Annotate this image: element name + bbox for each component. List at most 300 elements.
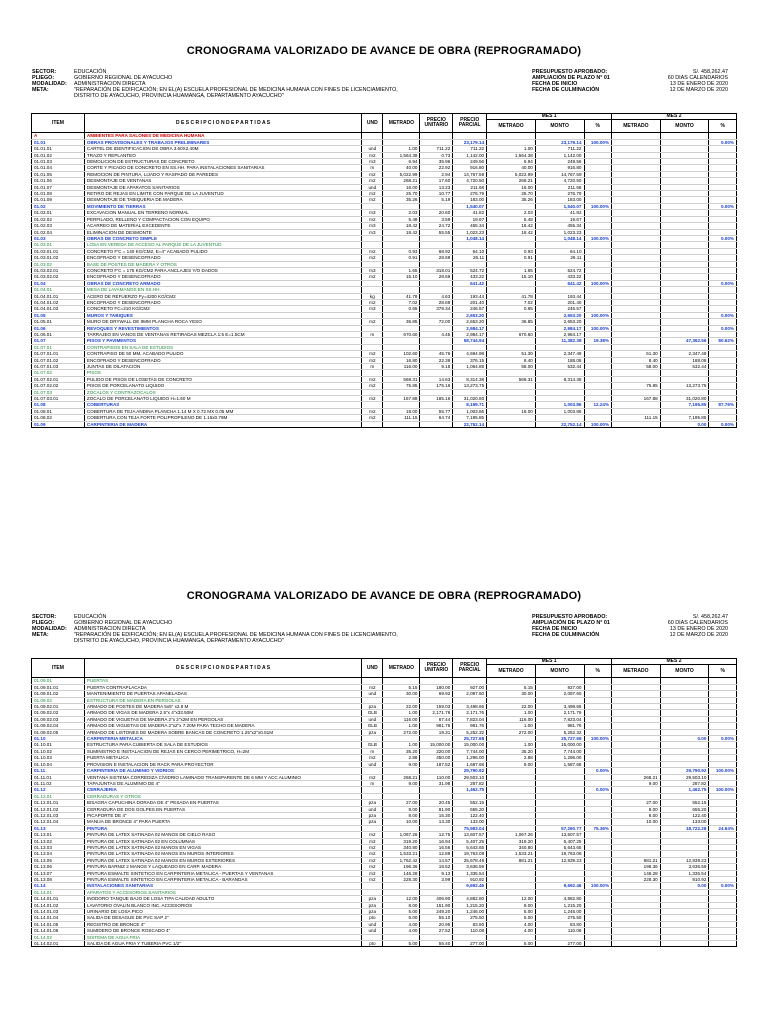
cell-m1: 25.70 [487, 191, 536, 197]
cell-item: 01.13 [32, 825, 85, 831]
cell-desc: SISTEMA DE AGUA FRIA [84, 934, 361, 940]
cell-item: 01.14.01.03 [32, 909, 85, 915]
cell-p2: 0.00% [709, 280, 737, 286]
cell-desc: SALIDA DE AGUA FRIA Y TUBERIA PVC 1/2" [84, 941, 361, 947]
cell-m1: 1.00 [487, 146, 536, 152]
cell-desc: MESA DE LAVAMANOS EN SS.HH. [84, 287, 361, 293]
schedule-table [31, 113, 737, 428]
cell-met: 670.60 [383, 332, 420, 338]
cell-und: pza [362, 729, 383, 735]
cell-item: 01.10 [32, 736, 85, 742]
cell-item: 01.08.02 [32, 415, 85, 421]
cell-und [362, 421, 383, 427]
cell-met: 30.00 [383, 691, 420, 697]
cell-und: m2 [362, 774, 383, 780]
cell-m1: 36.85 [487, 319, 536, 325]
cell-mo1: 13,607.57 [535, 832, 584, 838]
cell-mo1: 57,260.77 [535, 825, 584, 831]
cell-und: und [362, 146, 383, 152]
cell-desc: DESMONTAJE DE APARATOS SANITARIOS [84, 184, 361, 190]
cell-mo1: 22,752.14 [535, 421, 584, 427]
cell-pu: 24.72 [420, 223, 453, 229]
cell-pp: 287.82 [453, 780, 487, 786]
cell-pp: 552.15 [453, 800, 487, 806]
cell-und: pza [362, 800, 383, 806]
cell-met [383, 421, 420, 427]
cell-pp: 19,763.08 [453, 851, 487, 857]
cell-desc: ESTRUCTURA PARA CUBIERTA DE SALA DE ESTUDIOS [84, 742, 361, 748]
cell-desc: CARPINTERIA DE ALUMINIO Y VIDRIOS [84, 768, 361, 774]
cell-mo2: 47,362.56 [660, 338, 709, 344]
cell-und: m2 [362, 832, 383, 838]
cell-desc: PICAPORTE DE 4" [84, 812, 361, 818]
cell-item: 01.13.03 [32, 844, 85, 850]
cell-mo2: 188.08 [660, 357, 709, 363]
cell-m1: 319.20 [487, 838, 536, 844]
cell-item: 01.09.02.03 [32, 716, 85, 722]
cell-item: 01.12.01.04 [32, 819, 85, 825]
cell-item: 01.09 [32, 421, 85, 427]
cell-pp: 910.92 [453, 877, 487, 883]
cell-desc: ACERO DE REFUERZO Fy=4200 KG/CM2 [84, 293, 361, 299]
cell-pu: 5.19 [420, 197, 453, 203]
cell-item: 01.04.01.01 [32, 293, 85, 299]
cell-pp: 14,767.59 [453, 171, 487, 177]
meta-label: META: [32, 87, 49, 93]
cell-mo2: 287.82 [660, 780, 709, 786]
pliego-label: PLIEGO: [32, 620, 55, 626]
cell-pp: 524.72 [453, 267, 487, 273]
cell-item: 01.12.01 [32, 793, 85, 799]
col-m1-percent: % [584, 120, 612, 133]
cell-und: m2 [362, 178, 383, 184]
cell-mo1: 711.22 [535, 146, 584, 152]
cell-item: 01.07 [32, 338, 85, 344]
cell-desc: ARMADO DE LISTONES DE MADERA SOBRE BANCAS DE CONCRETO 1.25"x2"x0.51M [84, 729, 361, 735]
cell-und: und [362, 184, 383, 190]
cell-item: 01.14.02 [32, 934, 85, 940]
cell-desc: OBRAS PROVISIONALES Y TRABAJOS PRELIMINARES [84, 139, 361, 145]
col-m1-metrado: METRADO [487, 120, 536, 133]
cell-m1: 1,067.26 [487, 832, 536, 838]
cell-mo1: 455.34 [535, 223, 584, 229]
cell-pp: 7,823.04 [453, 716, 487, 722]
cell-und: m2 [362, 755, 383, 761]
col-unit: UND [362, 659, 383, 678]
cell-pp: 4,882.80 [453, 896, 487, 902]
cell-mo2: 18,722.28 [660, 825, 709, 831]
cell-und: m2 [362, 299, 383, 305]
cell-met: 268.21 [383, 178, 420, 184]
cell-pp: 19.67 [453, 216, 487, 222]
cell-item: 01.03.01.02 [32, 255, 85, 261]
cell-pu [420, 421, 453, 427]
cell-und: m2 [362, 415, 383, 421]
cell-pu: 12.75 [420, 832, 453, 838]
cell-pp: 916.80 [453, 165, 487, 171]
cell-m2: 196.36 [612, 864, 661, 870]
cell-und: m2 [362, 383, 383, 389]
cell-m1: 881.21 [487, 857, 536, 863]
cell-und: m2 [362, 408, 383, 414]
col-partial-price: PRECIO PARCIAL [453, 114, 487, 133]
cell-pu: 12.89 [420, 851, 453, 857]
ampliacion-value: 60 DIAS CALENDARIOS [667, 75, 728, 81]
cell-item: 01.13.01 [32, 832, 85, 838]
cell-pp: 433.22 [453, 274, 487, 280]
cell-met: 9.00 [383, 761, 420, 767]
cell-item: 01.12.01.02 [32, 806, 85, 812]
cell-met: 4.00 [383, 928, 420, 934]
cell-p1: 0.00% [584, 768, 612, 774]
ampliacion-label: AMPLIACIÓN DE PLAZO N° 01 [532, 620, 610, 626]
cell-m1 [487, 421, 536, 427]
cell-pu: 187.52 [420, 761, 453, 767]
cell-pp: 1,215.20 [453, 902, 487, 908]
cell-p1: 100.00% [584, 139, 612, 145]
cell-desc: RETIRO DE REJAS EN LIMITE CON PARQUE DE LA JUVENTUD [84, 191, 361, 197]
cell-p2: 100.00% [709, 787, 737, 793]
cell-m1: 1,533.21 [487, 851, 536, 857]
cell-item: 01.12 [32, 787, 85, 793]
cell-item: 01.02 [32, 203, 85, 209]
cell-pu: 28.69 [420, 255, 453, 261]
cell-m2 [612, 941, 661, 947]
cell-mo1: 64.10 [535, 248, 584, 254]
cell-m1: 35.20 [487, 748, 536, 754]
cell-mo1: 23,179.14 [535, 139, 584, 145]
cell-mo1: 927.00 [535, 684, 584, 690]
presupuesto-value: S/. 458,262.47 [692, 69, 728, 75]
cell-met: 0.93 [383, 248, 420, 254]
cell-m1: 0.93 [487, 248, 536, 254]
meta-value: "REPARACIÓN DE EDIFICACIÓN; EN EL(A) ESCUELA PROFESIONAL DE MEDICINA HUMANA CON FINES DE LICENCIAMIENTO, DISTRITO DE AYACUCHO, PROVINCIA HUAMANGA, DEPARTAMENTO AYACUCHO" [74, 87, 398, 99]
cell-item: 01.01.03 [32, 159, 85, 165]
cell-m1: 0.65 [487, 306, 536, 312]
cell-desc: PISOS Y PAVIMENTOS [84, 338, 361, 344]
cell-p1: 0.00% [584, 787, 612, 793]
cell-desc: CONCRETO F'C = 175 KG/CM2 PARA ANCLAJES Y/O DADOS [84, 267, 361, 273]
cell-p1: 100.00% [584, 325, 612, 331]
cell-item: 01.13.08 [32, 877, 85, 883]
cell-pu: 711.22 [420, 146, 453, 152]
cell-pu: 69.92 [420, 691, 453, 697]
cell-p1: 100.00% [584, 736, 612, 742]
cell-und: kg [362, 293, 383, 299]
cell-und: m3 [362, 159, 383, 165]
cell-item: 01.07.01.02 [32, 357, 85, 363]
cell-item: 01.14.01.01 [32, 896, 85, 902]
cell-desc: CONTRAPISO DE 50 MM, ACABADO PULIDO [84, 351, 361, 357]
cell-desc: BISAGRA CAPUCHINA DORADA DE 4" PESADA EN PUERTAS [84, 800, 361, 806]
cell-desc: ACARREO DE MATERIAL EXCEDENTE [84, 223, 361, 229]
cell-pp: 4,720.50 [453, 178, 487, 184]
cell-desc: PROVISION E INSTALACION DE RACK PARA PROYECTOR [84, 761, 361, 767]
cell-pp: 26.11 [453, 255, 487, 261]
cell-pu: 175.16 [420, 383, 453, 389]
cell-m1: 2.03 [487, 210, 536, 216]
cell-m1: 18.00 [487, 408, 536, 414]
page-title: CRONOGRAMA VALORIZADO DE AVANCE DE OBRA (REPROGRAMADO) [186, 590, 582, 602]
cell-pu: 28.69 [420, 274, 453, 280]
cell-m1: 1.65 [487, 267, 536, 273]
cell-met: 116.00 [383, 716, 420, 722]
cell-pu: 20.60 [420, 210, 453, 216]
cell-item: 01.08 [32, 402, 85, 408]
cell-und: m2 [362, 844, 383, 850]
cell-p2: 0.00% [709, 203, 737, 209]
cell-m2: 9.00 [612, 780, 661, 786]
cell-met: 1.00 [383, 742, 420, 748]
cell-desc: CONCRETO FC=210 KG/CM2 [84, 306, 361, 312]
cell-item: 01.08.01 [32, 408, 85, 414]
cell-desc: ARMADO DE POSTES DE MADERA 5x5" x2.8 M [84, 704, 361, 710]
cell-m1: 35.26 [487, 197, 536, 203]
meta-value: "REPARACIÓN DE EDIFICACIÓN; EN EL(A) ESCUELA PROFESIONAL DE MEDICINA HUMANA CON FINES DE LICENCIAMIENTO, DISTRITO DE AYACUCHO, PROVINCIA HUAMANGA, DEPARTAMENTO AYACUCHO" [74, 632, 398, 644]
cell-item: 01.04.01.02 [32, 299, 85, 305]
cell-desc: PUERTA CONTRAPLACADA [84, 684, 361, 690]
cell-met: 27.00 [383, 800, 420, 806]
cell-mo2: 7,195.85 [660, 402, 709, 408]
ampliacion-value: 60 DIAS CALENDARIOS [667, 620, 728, 626]
cell-p1: 100.00% [584, 421, 612, 427]
cell-mo1: 2,097.60 [535, 691, 584, 697]
cell-mo2: 12,839.23 [660, 857, 709, 863]
cell-und: pza [362, 896, 383, 902]
cell-pp: 249.56 [453, 159, 487, 165]
cell-m1: 1.00 [487, 723, 536, 729]
cell-mo1: 1,687.68 [535, 761, 584, 767]
cell-mo1: 5,252.32 [535, 729, 584, 735]
cell-pp: 5,407.25 [453, 838, 487, 844]
cell-desc: TARRAJEO EN VANOS DE VENTANAS RETIRADAS MEZCLA 1:5 E=1.5CM [84, 332, 361, 338]
cell-desc: CORTE Y PICADO DE CONCRETO EN SS.HH. PARA INSTALACIONES SANITARIAS [84, 165, 361, 171]
cell-pu: 3.59 [420, 216, 453, 222]
cell-met: 1,533.21 [383, 851, 420, 857]
cell-met: 319.20 [383, 838, 420, 844]
cell-pp: 1,335.54 [453, 870, 487, 876]
cell-item: 01.02.03 [32, 223, 85, 229]
cell-desc: ZOCALOS Y CONTRAZOCALOS [84, 389, 361, 395]
cell-pu: 185.16 [420, 396, 453, 402]
cell-desc: EXCAVACION MANUAL EN TERRENO NORMAL [84, 210, 361, 216]
cell-pp: 1,142.00 [453, 152, 487, 158]
cell-p1: 100.00% [584, 280, 612, 286]
cell-mo1: 183.00 [535, 197, 584, 203]
cell-und: m2 [362, 396, 383, 402]
cell-item: 01.01.02 [32, 152, 85, 158]
cell-item: 01.14.01.04 [32, 915, 85, 921]
cell-mo1: 1,003.86 [535, 408, 584, 414]
cell-pu: 31.98 [420, 780, 453, 786]
cell-desc: PUERTA METALICA [84, 755, 361, 761]
cell-desc: CARTEL DE IDENTIFICACION DE OBRA 3.60X2.40M [84, 146, 361, 152]
meta-label: META: [32, 632, 49, 638]
cell-m2: 228.30 [612, 877, 661, 883]
cell-mo1: 1,296.00 [535, 755, 584, 761]
cell-item: 01.13.06 [32, 864, 85, 870]
cell-item: 01.10.03 [32, 755, 85, 761]
schedule-table [31, 658, 737, 947]
cell-p2: 24.64% [709, 825, 737, 831]
modalidad-value: ADMINISTRACION DIRECTA [74, 81, 146, 87]
col-month-1: MES 1 [487, 659, 612, 665]
cell-und: pza [362, 902, 383, 908]
cell-met: 102.60 [383, 351, 420, 357]
cell-pp: 2,984.17 [453, 325, 487, 331]
cell-m2: 8.00 [612, 812, 661, 818]
cell-pp: 711.22 [453, 146, 487, 152]
cell-met: 16.00 [383, 184, 420, 190]
cell-pp: 8,314.38 [453, 376, 487, 382]
col-description: D E S C R I P C I O N D E P A R T I D A S [84, 659, 361, 678]
cell-mo2: 13,273.75 [660, 383, 709, 389]
col-metrado: METRADO [383, 114, 420, 133]
cell-desc: AMBIENTES PARA SALONES DE MEDICINA HUMANA [84, 133, 361, 139]
pliego-label: PLIEGO: [32, 75, 55, 81]
cell-item: 01.03.01 [32, 242, 85, 248]
cell-p1: 100.00% [584, 312, 612, 318]
cell-desc: DESMONTAJE DE VENTANAS [84, 178, 361, 184]
cell-mo1: 277.00 [535, 941, 584, 947]
cell-pp: 655.20 [453, 806, 487, 812]
cell-m2: 268.21 [612, 774, 661, 780]
cell-mo1: 5,643.65 [535, 844, 584, 850]
cell-desc: CONCRETO F'C = 140 KG/CM2, E=4" ACABADO PULIDO [84, 248, 361, 254]
cell-item: 01.01.09 [32, 197, 85, 203]
cell-und: pza [362, 909, 383, 915]
cell-p2 [709, 941, 737, 947]
cell-mo1: 1,540.07 [535, 203, 584, 209]
cell-desc: PINTURA DE LATEX SATINADA 02 MANOS DE CIELO RASO [84, 832, 361, 838]
cell-item: 01.03.02.02 [32, 274, 85, 280]
cell-p2: 0.00% [709, 325, 737, 331]
cell-m1: 268.21 [487, 178, 536, 184]
cell-pu: 9.13 [420, 870, 453, 876]
cell-p1: 100.00% [584, 883, 612, 889]
cell-desc: VENTANA SISTEMA CORREDIZA C/VIDRIO LAMINADO TRANSPARENTE DE 6 MM Y ACC ALUMINIO [84, 774, 361, 780]
cell-met: 15.10 [383, 274, 420, 280]
cell-desc: BASE DE POSTES DE MADERA Y OTROS [84, 261, 361, 267]
cell-m1: 0.91 [487, 255, 536, 261]
cell-met: 1.65 [383, 267, 420, 273]
cell-mo1: 1,215.20 [535, 902, 584, 908]
cell-pp: 1,048.14 [453, 235, 487, 241]
cell-p2: 0.00% [709, 312, 737, 318]
cell-desc: PINTURA DE LATEX SATINADA 02 MANOS EN MUROS INTERIORES [84, 851, 361, 857]
cell-pu: 318.01 [420, 267, 453, 273]
cell-und: m2 [362, 851, 383, 857]
cell-mo1: 1,246.00 [535, 909, 584, 915]
cell-und: m2 [362, 171, 383, 177]
cell-desc: CERRADURAS Y OTROS [84, 793, 361, 799]
sector-value: EDUCACIÓN [74, 614, 107, 620]
cell-met: 16.80 [383, 357, 420, 363]
inicio-value: 13 DE ENERO DE 2020 [669, 626, 728, 632]
cell-pp: 201.40 [453, 299, 487, 305]
cell-pu: 450.00 [420, 755, 453, 761]
cell-mo1: 433.22 [535, 274, 584, 280]
cell-desc: MUROS Y TABIQUES [84, 312, 361, 318]
cell-pp: 2,984.17 [453, 332, 487, 338]
cell-pp: 1,246.00 [453, 909, 487, 915]
cell-m2: 58.00 [612, 364, 661, 370]
cell-pp: 2,097.60 [453, 691, 487, 697]
ampliacion-label: AMPLIACIÓN DE PLAZO N° 01 [532, 75, 610, 81]
cell-m2: 10.00 [612, 819, 661, 825]
cell-und: m3 [362, 210, 383, 216]
cell-desc: COBERTURA DE TEJA ANDINA PLANCHA 1.14 M X 0.72 MX 0.05 MM [84, 408, 361, 414]
cell-mo1: 8,314.38 [535, 376, 584, 382]
cell-pu: 180.00 [420, 684, 453, 690]
cell-und: m2 [362, 877, 383, 883]
cell-m1: 340.80 [487, 844, 536, 850]
cell-p1 [584, 941, 612, 947]
cell-met: 41.78 [383, 293, 420, 299]
cell-pp: 133.00 [453, 819, 487, 825]
cell-item: 01.04 [32, 280, 85, 286]
cell-desc: TRAZO Y REPLANTEO [84, 152, 361, 158]
cell-met: 167.88 [383, 396, 420, 402]
cell-mo2: 133.00 [660, 819, 709, 825]
cell-met: 5.00 [383, 941, 420, 947]
cell-met: 10.00 [383, 819, 420, 825]
cell-pp: 1,462.75 [453, 787, 487, 793]
cell-mo1: 110.08 [535, 928, 584, 934]
cell-m1: 5.00 [487, 915, 536, 921]
culminacion-value: 12 DE MARZO DE 2020 [669, 632, 728, 638]
cell-pu: 68.92 [420, 248, 453, 254]
cell-desc: DEMOLICION DE ESTRUCTURAS DE CONCRETO [84, 159, 361, 165]
cell-m1: 116.00 [487, 716, 536, 722]
cell-met: 196.36 [383, 864, 420, 870]
cell-mo1: 2,653.20 [535, 312, 584, 318]
cell-p2: 0.00% [709, 883, 737, 889]
cell-m1: 4.00 [487, 921, 536, 927]
cell-mo1: 14,767.59 [535, 171, 584, 177]
table-row [32, 941, 737, 947]
col-description: D E S C R I P C I O N D E P A R T I D A S [84, 114, 361, 133]
cell-item: 01.09.02 [32, 697, 85, 703]
cell-desc: SUMINISTRO E INSTALACION DE REJAS EN CERCO PERIMETRICO, H=2M [84, 748, 361, 754]
cell-m1: 30.00 [487, 691, 536, 697]
cell-met: 5.00 [383, 909, 420, 915]
cell-pp: 7,195.85 [453, 415, 487, 421]
cell-mo1: 2,347.49 [535, 351, 584, 357]
cell-pp: 3,498.66 [453, 704, 487, 710]
cell-item: 01.07.01.01 [32, 351, 85, 357]
cell-item: 01.01.06 [32, 178, 85, 184]
cell-desc: REVOQUES Y REVESTIMIENTOS [84, 325, 361, 331]
cell-item: 01.03.01.01 [32, 248, 85, 254]
modalidad-label: MODALIDAD: [32, 626, 67, 632]
cell-desc: TAPAJUNTAS DE ALUMINIO DE 4" [84, 780, 361, 786]
cell-desc: PISOS [84, 370, 361, 376]
cell-m1: 51.30 [487, 351, 536, 357]
cell-p1: 19.38% [584, 338, 612, 344]
cell-item: 01.02.01 [32, 210, 85, 216]
cell-m1: 8.40 [487, 357, 536, 363]
cell-p2: 0.00% [709, 139, 737, 145]
cell-m1: 1.00 [487, 742, 536, 748]
cell-desc: SALIDA DE DESAGUE DE PVC SAP 2" [84, 915, 361, 921]
cell-m1: 8.00 [487, 902, 536, 908]
cell-mo1: 981.76 [535, 723, 584, 729]
cell-pp: 376.15 [453, 357, 487, 363]
page-title: CRONOGRAMA VALORIZADO DE AVANCE DE OBRA (REPROGRAMADO) [186, 45, 582, 57]
cell-desc: ELIMINACION DE DESMONTE [84, 229, 361, 235]
cell-m1: 5.00 [487, 909, 536, 915]
